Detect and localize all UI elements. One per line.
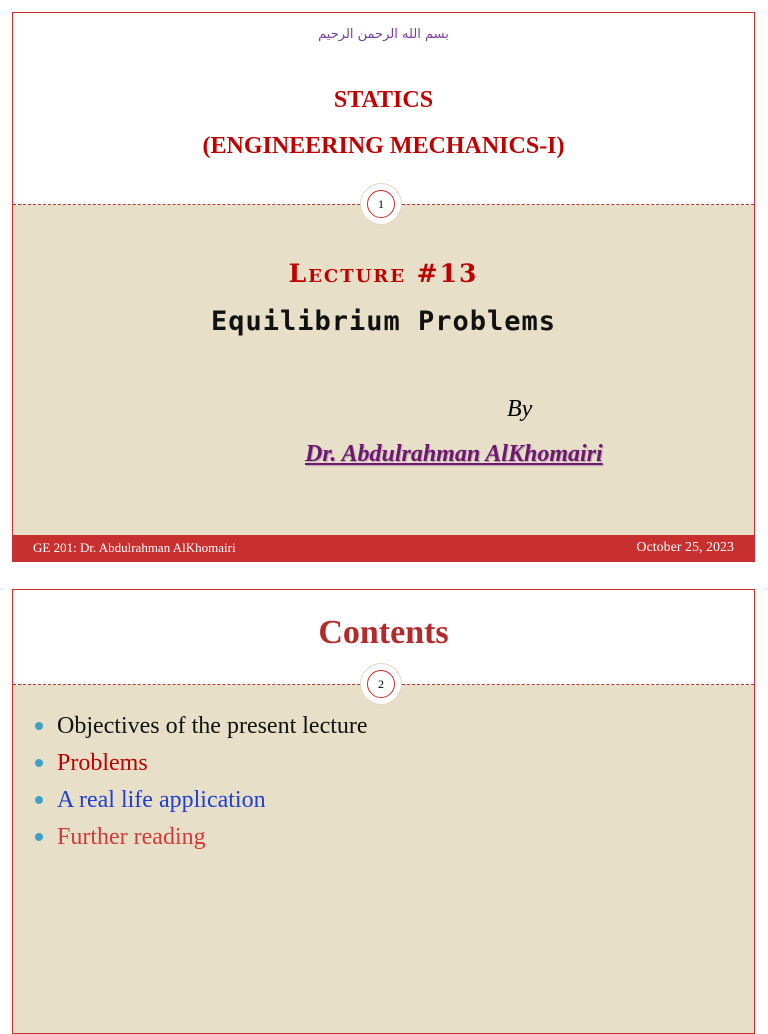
bullet-dot-icon bbox=[35, 722, 43, 730]
contents-item-objectives bbox=[35, 708, 368, 745]
contents-item-label: Problems bbox=[57, 750, 148, 776]
page-number-badge bbox=[361, 184, 401, 224]
page-number-badge bbox=[361, 664, 401, 704]
contents-item-label: A real life application bbox=[57, 787, 266, 813]
page-number: 2 bbox=[367, 670, 395, 698]
lecture-subtitle: Equilibrium Problems bbox=[210, 306, 557, 337]
contents-item-label: Further reading bbox=[57, 824, 206, 850]
bullet-dot-icon bbox=[35, 796, 43, 804]
contents-item-further-reading bbox=[35, 819, 368, 856]
footer-course-info: GE 201: Dr. Abdulrahman AlKhomairi bbox=[33, 540, 236, 555]
course-title: STATICS bbox=[333, 87, 434, 113]
contents-item-label: Objectives of the present lecture bbox=[57, 713, 368, 739]
contents-list bbox=[35, 708, 368, 856]
contents-item-problems bbox=[35, 745, 368, 782]
contents-item-application bbox=[35, 782, 368, 819]
slide-2 bbox=[12, 589, 755, 1034]
author-name: Dr. Abdulrahman AlKhomairi bbox=[305, 441, 603, 467]
basmala-text: بسم الله الرحمن الرحيم bbox=[318, 27, 449, 42]
course-subtitle: (ENGINEERING MECHANICS-I) bbox=[202, 133, 565, 159]
slide-1 bbox=[12, 12, 755, 562]
page-number: 1 bbox=[367, 190, 395, 218]
by-label: By bbox=[507, 396, 533, 422]
slide-footer bbox=[13, 535, 754, 561]
lecture-title: Lecture #13 bbox=[288, 259, 479, 288]
footer-date: October 25, 2023 bbox=[636, 540, 734, 555]
contents-title: Contents bbox=[318, 614, 449, 651]
bullet-dot-icon bbox=[35, 759, 43, 767]
bullet-dot-icon bbox=[35, 833, 43, 841]
